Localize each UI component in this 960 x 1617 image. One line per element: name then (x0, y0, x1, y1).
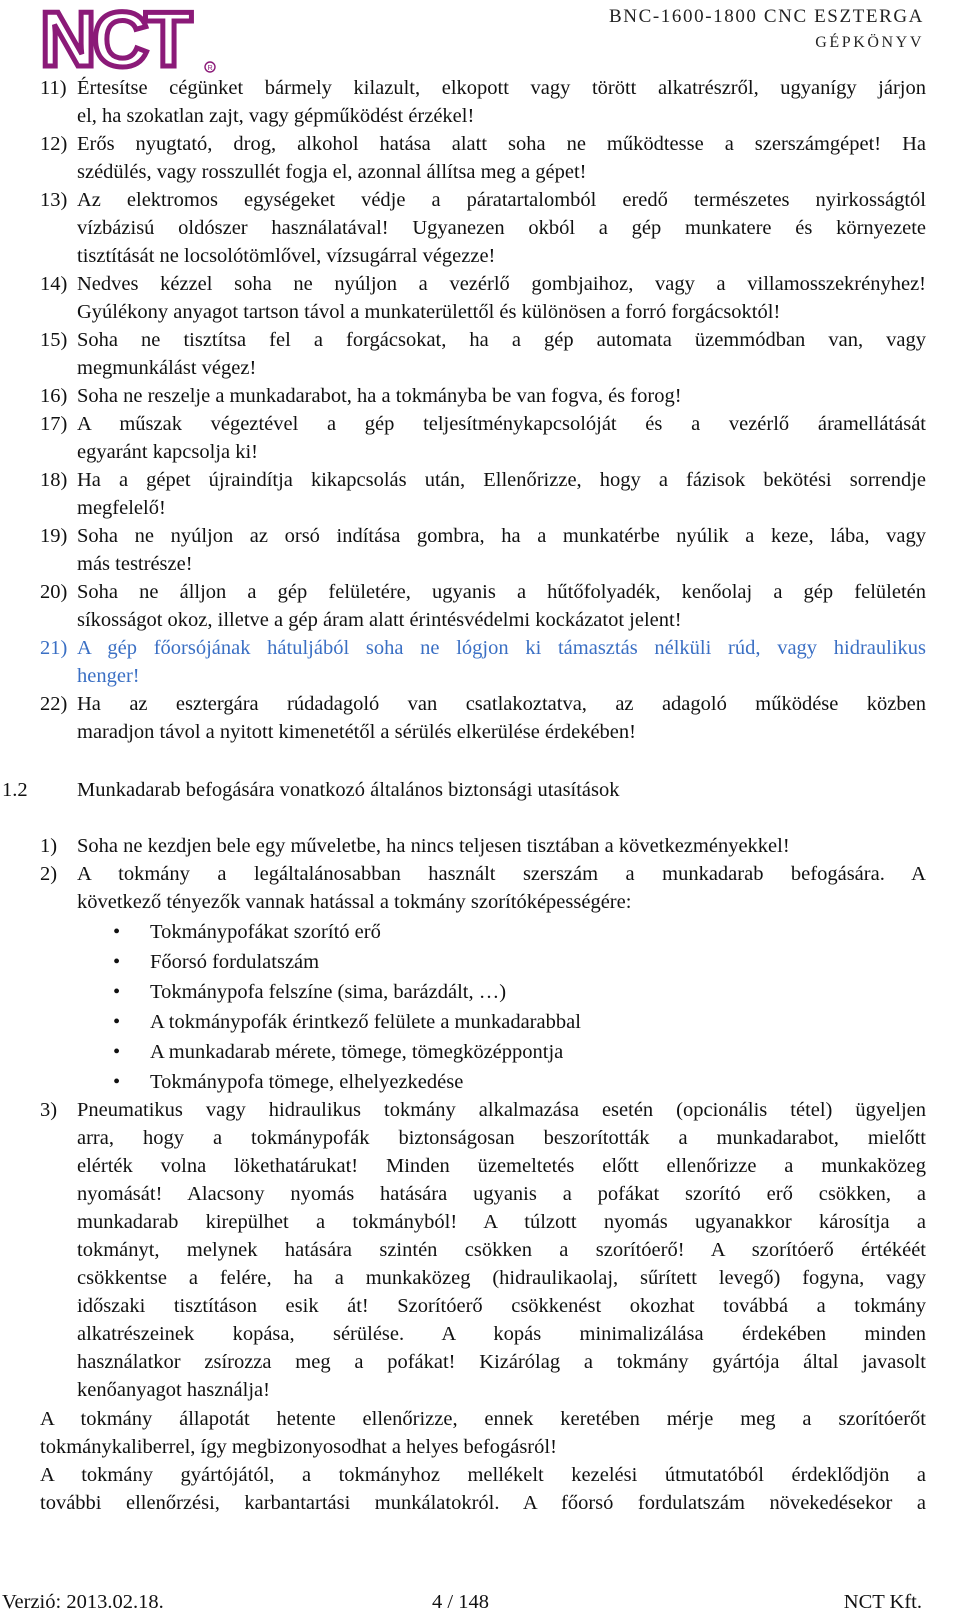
list-item-text: Értesítse cégünket bármely kilazult, elkopott vagy törött alkatrészről, ugyanígy járjon (77, 77, 926, 99)
bullet-text: Tokmánypofa tömege, elhelyezkedése (150, 1071, 464, 1093)
list-item-text: Soha ne reszelje a munkadarabot, ha a tokmányba be van fogva, és forog! (77, 385, 682, 407)
bullet-text: A tokmánypofák érintkező felülete a munkadarabbal (150, 1011, 581, 1033)
list-item-text: tisztítását ne locsolótömlővel, vízsugárral végezze! (77, 245, 496, 267)
list-item-number: 15) (40, 329, 68, 351)
header-subtitle: GÉPKÖNYV (815, 34, 924, 51)
list-item-text: A gép főorsójának hátuljából soha ne lógjon ki támasztás nélküli rúd, vagy hidraulikus (77, 637, 926, 659)
list-item-text: Ha a gépet újraindítja kikapcsolás után, Ellenőrizze, hogy a fázisok bekötési sorrendje (77, 469, 926, 491)
bullet-text: Tokmánypofa felszíne (sima, barázdált, …) (150, 981, 507, 1003)
list-item-text: Az elektromos egységeket védje a páratartalomból eredő természetes nyirkosságtól (77, 189, 926, 211)
list-item-text: Soha ne tisztítsa fel a forgácsokat, ha a gép automata üzemmódban van, vagy (77, 329, 926, 351)
list-item-text: Nedves kézzel soha ne nyúljon a vezérlő gombjaihoz, vagy a villamosszekrényhez! (77, 273, 926, 295)
paragraph-line: tokmánykaliberrel, így megbizonyosodhat a helyes befogásról! (40, 1436, 557, 1458)
bullet-icon: • (113, 921, 121, 943)
list-item-text: Pneumatikus vagy hidraulikus tokmány alkalmazása esetén (opcionális tétel) ügyeljen (77, 1099, 926, 1121)
list-item-number: 13) (40, 189, 68, 211)
bullet-icon: • (113, 981, 121, 1003)
list-item-text: Gyúlékony anyagot tartson távol a munkaterülettől és különösen a forró forgácsoktól! (77, 301, 781, 323)
section-title: Munkadarab befogására vonatkozó általános biztonsági utasítások (77, 779, 620, 801)
list-item-text: maradjon távol a nyitott kimenetétől a sérülés elkerülése érdekében! (77, 721, 636, 743)
nct-logo (40, 4, 216, 74)
list-item-text: el, ha szokatlan zajt, vagy gépműködést érzékel! (77, 105, 475, 127)
list-item-text: munkadarab kirepülhet a tokmányból! A túlzott nyomás ugyanakkor károsítja a (77, 1211, 926, 1233)
bullet-icon: • (113, 1011, 121, 1033)
list-item-number: 14) (40, 273, 68, 295)
list-item-number: 12) (40, 133, 68, 155)
list-item-text: Soha ne nyúljon az orsó indítása gombra, ha a munkatérbe nyúlik a keze, lába, vagy (77, 525, 926, 547)
list-item-text: egyaránt kapcsolja ki! (77, 441, 259, 463)
list-item-text: tokmányt, melynek hatására szintén csökken a szorítóerő! A szorítóerő értékéét (77, 1239, 926, 1261)
bullet-text: A munkadarab mérete, tömege, tömegközéppontja (150, 1041, 564, 1063)
bullet-icon: • (113, 951, 121, 973)
list-item-text: Soha ne álljon a gép felületére, ugyanis a hűtőfolyadék, kenőolaj a gép felületén (77, 581, 926, 603)
list-item-text: Erős nyugtató, drog, alkohol hatása alatt soha ne működtesse a szerszámgépet! Ha (77, 133, 926, 155)
section-number: 1.2 (2, 779, 28, 801)
list-item-number: 22) (40, 693, 68, 715)
list-item-number: 1) (40, 835, 58, 857)
list-item-text: más testrésze! (77, 553, 193, 575)
footer-version: Verzió: 2013.02.18. (2, 1591, 164, 1613)
list-item-text: arra, hogy a tokmánypofák biztonságosan beszorították a munkadarabot, mielőtt (77, 1127, 926, 1149)
list-item-number: 20) (40, 581, 68, 603)
bullet-text: Tokmánypofákat szorító erő (150, 921, 381, 943)
paragraph-line: A tokmány állapotát hetente ellenőrizze, ennek keretében mérje meg a szorítóerőt (40, 1408, 926, 1430)
list-item-number: 19) (40, 525, 68, 547)
list-item-text: megmunkálást végez! (77, 357, 257, 379)
bullet-icon: • (113, 1041, 121, 1063)
list-item-number: 11) (40, 77, 67, 99)
paragraph-line: további ellenőrzési, karbantartási munkálatokról. A főorsó fordulatszám növekedésekor a (40, 1492, 926, 1514)
list-item-text: időszaki tisztításon esik át! Szorítóerő csökkenést okozhat továbbá a tokmány (77, 1295, 926, 1317)
header-title: BNC-1600-1800 CNC ESZTERGA (609, 6, 924, 27)
svg-text:R: R (207, 65, 213, 72)
footer-page-number: 4 / 148 (432, 1591, 489, 1613)
list-item-text: Soha ne kezdjen bele egy műveletbe, ha nincs teljesen tisztában a következményekkel! (77, 835, 790, 857)
list-item-number: 21) (40, 637, 68, 659)
list-item-number: 2) (40, 863, 58, 885)
list-item-text: vízbázisú oldószer használatával! Ugyanezen okból a gép munkatere és környezete (77, 217, 926, 239)
paragraph-line: A tokmány gyártójától, a tokmányhoz mellékelt kezelési útmutatóból érdeklődjön a (40, 1464, 926, 1486)
list-item-text: alkatrészeinek kopása, sérülése. A kopás minimalizálása érdekében minden (77, 1323, 926, 1345)
list-item-text: megfelelő! (77, 497, 166, 519)
footer-company: NCT Kft. (843, 1591, 922, 1613)
page-header (0, 0, 960, 80)
list-item-number: 3) (40, 1099, 58, 1121)
list-item-text: síkosságot okoz, illetve a gép áram alatt érintésvédelmi kockázatot jelent! (77, 609, 682, 631)
list-item-text: használatkor zsírozza meg a pofákat! Kizárólag a tokmány gyártója által javasolt (77, 1351, 926, 1373)
list-item-text: elérték volna lökethatárukat! Minden üzemeltetés előtt ellenőrizze a munkaközeg (77, 1155, 926, 1177)
bullet-text: Főorsó fordulatszám (150, 951, 320, 973)
list-item-text: csökkentse a felére, ha a munkaközeg (hidraulikaolaj, sűrített levegő) fogyna, vagy (77, 1267, 926, 1289)
list-item-text: Ha az esztergára rúdadagoló van csatlakoztatva, az adagoló működése közben (77, 693, 926, 715)
list-item-number: 17) (40, 413, 68, 435)
list-item-text: szédülés, vagy rosszullét fogja el, azonnal állítsa meg a gépet! (77, 161, 587, 183)
list-item-text: következő tényezők vannak hatással a tokmány szorítóképességére: (77, 891, 632, 913)
bullet-icon: • (113, 1071, 121, 1093)
list-item-text: A műszak végeztével a gép teljesítménykapcsolóját és a vezérlő áramellátását (77, 413, 926, 435)
list-item-number: 18) (40, 469, 68, 491)
list-item-text: A tokmány a legáltalánosabban használt szerszám a munkadarab befogására. A (77, 863, 926, 885)
list-item-text: henger! (77, 665, 140, 687)
list-item-text: nyomását! Alacsony nyomás hatására ugyanis a pofákat szorító erő csökken, a (77, 1183, 926, 1205)
list-item-text: kenőanyagot használja! (77, 1379, 270, 1401)
svg-text:NCT: NCT (40, 4, 189, 74)
list-item-number: 16) (40, 385, 68, 407)
